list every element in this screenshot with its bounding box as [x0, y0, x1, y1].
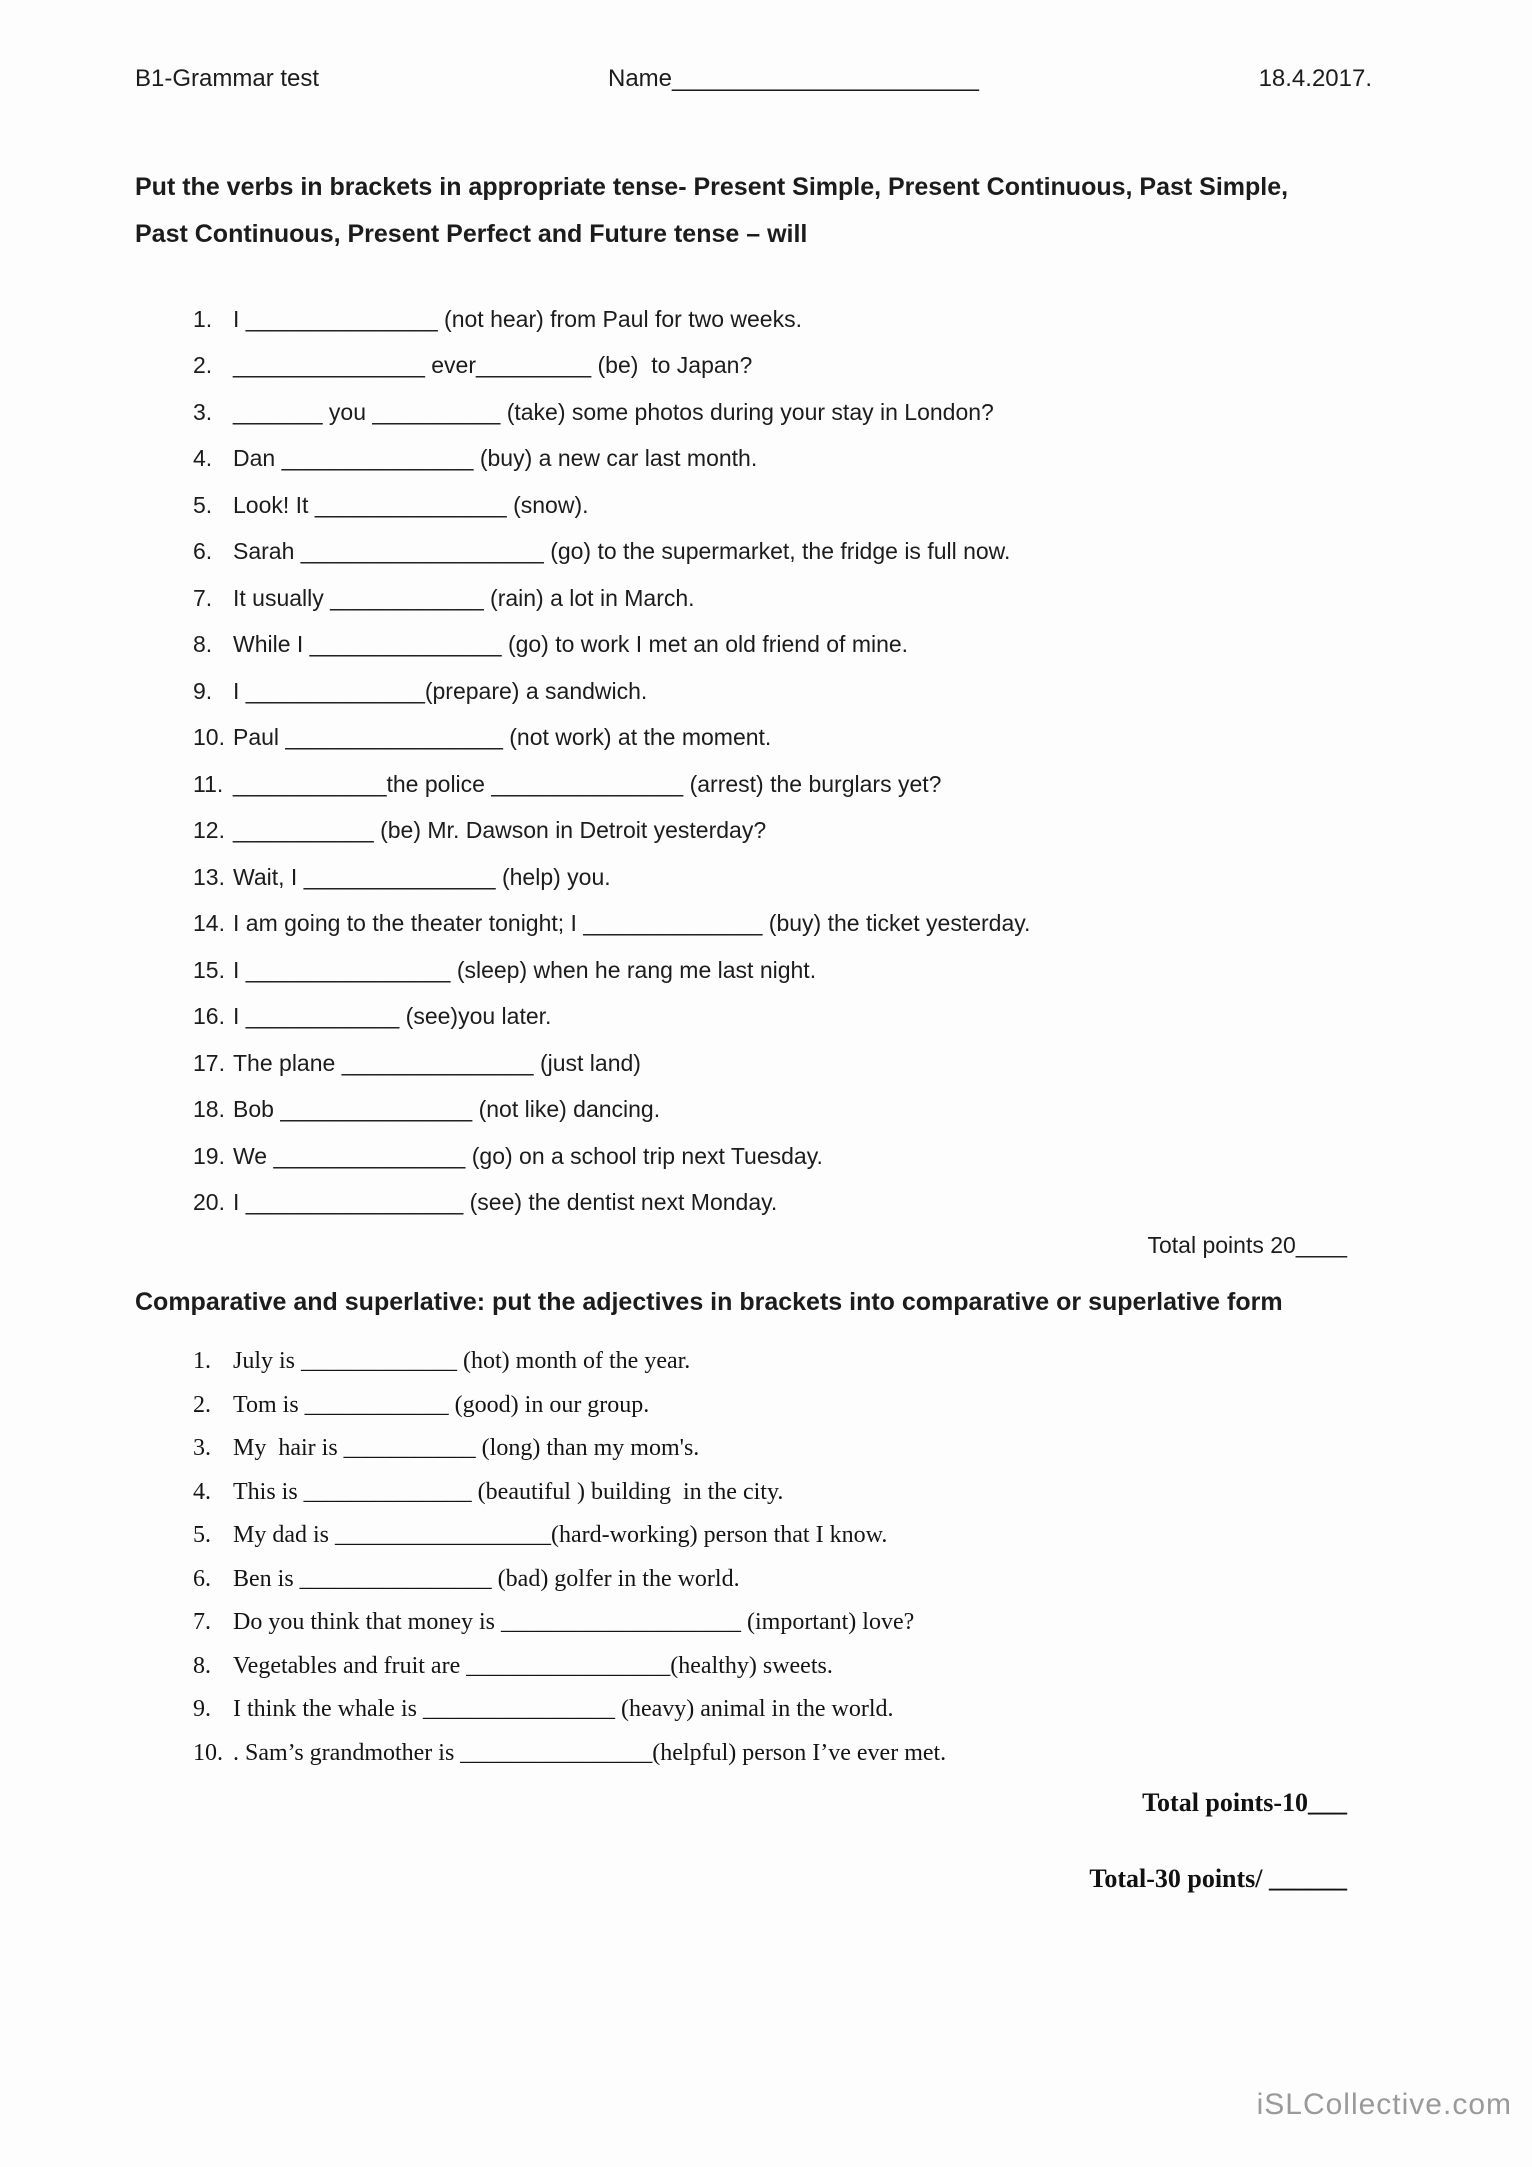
item-number: 16.	[193, 1003, 225, 1030]
grand-total-points: Total-30 points/ ______	[1089, 1864, 1347, 1893]
exercise-item	[193, 482, 1372, 529]
item-text: _______ you __________ (take) some photos during your stay in London?	[233, 398, 994, 425]
exercise-item	[193, 1558, 1372, 1602]
exercise-item	[193, 854, 1372, 901]
exercise-item	[193, 1384, 1372, 1428]
exercise-item	[193, 575, 1372, 622]
header	[135, 64, 1372, 94]
section1-total-points: Total points 20____	[1147, 1232, 1347, 1258]
item-text: Do you think that money is ____________________ (important) love?	[233, 1609, 915, 1636]
item-number: 12.	[193, 817, 225, 844]
exercise-item	[193, 668, 1372, 715]
item-text: My hair is ___________ (long) than my mom's.	[233, 1435, 700, 1462]
item-text: ___________ (be) Mr. Dawson in Detroit yesterday?	[233, 817, 767, 844]
item-number: 5.	[193, 491, 213, 518]
item-number: 8.	[193, 1652, 211, 1679]
exercise-item	[193, 1040, 1372, 1087]
item-text: I _______________ (not hear) from Paul for two weeks.	[233, 305, 802, 332]
item-number: 4.	[193, 1478, 211, 1505]
exercise-item	[193, 1133, 1372, 1180]
exercise-item	[193, 1471, 1372, 1515]
section2-exercise-list	[135, 1340, 1372, 1775]
item-number: 17.	[193, 1049, 225, 1076]
item-text: I _________________ (see) the dentist next Monday.	[233, 1189, 778, 1216]
item-number: 3.	[193, 398, 213, 425]
item-text: Tom is ____________ (good) in our group.	[233, 1391, 650, 1418]
item-text: Ben is ________________ (bad) golfer in the world.	[233, 1565, 740, 1592]
item-number: 1.	[193, 305, 213, 332]
section2-heading: Comparative and superlative: put the adjectives in brackets into comparative or superlative form	[135, 1288, 1283, 1316]
item-number: 1.	[193, 1348, 211, 1375]
test-date: 18.4.2017.	[1258, 65, 1372, 92]
islcollective-watermark: iSLCollective.com	[1256, 2088, 1512, 2121]
exercise-item	[193, 994, 1372, 1041]
item-number: 6.	[193, 538, 213, 565]
item-number: 10.	[193, 1739, 223, 1766]
item-number: 20.	[193, 1189, 225, 1216]
item-text: I ________________ (sleep) when he rang me last night.	[233, 956, 817, 983]
exercise-item	[193, 622, 1372, 669]
exercise-item	[193, 1688, 1372, 1732]
exercise-item	[193, 1514, 1372, 1558]
item-text: Bob _______________ (not like) dancing.	[233, 1096, 661, 1123]
item-text: Paul _________________ (not work) at the moment.	[233, 724, 772, 751]
item-number: 13.	[193, 863, 225, 890]
item-number: 4.	[193, 445, 213, 472]
exercise-item	[193, 1087, 1372, 1134]
item-number: 11.	[193, 770, 224, 797]
item-number: 9.	[193, 677, 213, 704]
item-number: 10.	[193, 724, 225, 751]
exercise-item	[193, 343, 1372, 390]
item-text: Dan _______________ (buy) a new car last month.	[233, 445, 758, 472]
item-number: 7.	[193, 584, 213, 611]
exercise-item	[193, 1340, 1372, 1384]
item-number: 19.	[193, 1142, 225, 1169]
item-text: ____________the police _______________ (arrest) the burglars yet?	[233, 770, 942, 797]
exercise-item	[193, 808, 1372, 855]
item-text: I ______________(prepare) a sandwich.	[233, 677, 648, 704]
item-number: 9.	[193, 1696, 211, 1723]
item-text: This is ______________ (beautiful ) building in the city.	[233, 1478, 784, 1505]
item-text: I think the whale is ________________ (heavy) animal in the world.	[233, 1696, 894, 1723]
item-text: I am going to the theater tonight; I ______________ (buy) the ticket yesterday.	[233, 910, 1031, 937]
exercise-item	[193, 436, 1372, 483]
item-number: 8.	[193, 631, 213, 658]
item-number: 7.	[193, 1609, 211, 1636]
item-text: The plane _______________ (just land)	[233, 1049, 641, 1076]
item-text: _______________ ever_________ (be) to Japan?	[233, 352, 753, 379]
section1-exercise-list	[135, 296, 1372, 1226]
item-number: 6.	[193, 1565, 211, 1592]
item-number: 2.	[193, 352, 213, 379]
exercise-item	[193, 1601, 1372, 1645]
item-text: I ____________ (see)you later.	[233, 1003, 552, 1030]
item-number: 5.	[193, 1522, 211, 1549]
section2-total-points: Total points-10___	[1142, 1788, 1347, 1817]
test-title: B1-Grammar test	[135, 65, 320, 92]
exercise-item	[193, 761, 1372, 808]
item-text: While I _______________ (go) to work I met an old friend of mine.	[233, 631, 909, 658]
name-blank-field: Name_______________________	[608, 65, 980, 92]
item-number: 15.	[193, 956, 225, 983]
exercise-item	[193, 529, 1372, 576]
exercise-item	[193, 1427, 1372, 1471]
item-text: Wait, I _______________ (help) you.	[233, 863, 611, 890]
item-text: . Sam’s grandmother is ________________(helpful) person I’ve ever met.	[233, 1739, 947, 1766]
section1-heading: Put the verbs in brackets in appropriate tense- Present Simple, Present Continuous, Past Simple, Past Continuous, Present Perfect and Future tense – will	[135, 173, 1289, 248]
item-number: 3.	[193, 1435, 211, 1462]
item-text: It usually ____________ (rain) a lot in March.	[233, 584, 695, 611]
exercise-item	[193, 947, 1372, 994]
exercise-item	[193, 296, 1372, 343]
item-text: My dad is __________________(hard-working) person that I know.	[233, 1522, 888, 1549]
exercise-item	[193, 1645, 1372, 1689]
exercise-item	[193, 715, 1372, 762]
item-number: 14.	[193, 910, 225, 937]
item-text: Vegetables and fruit are _________________(healthy) sweets.	[233, 1652, 833, 1679]
item-number: 2.	[193, 1391, 211, 1418]
item-text: We _______________ (go) on a school trip next Tuesday.	[233, 1142, 823, 1169]
exercise-item	[193, 901, 1372, 948]
item-text: July is _____________ (hot) month of the year.	[233, 1348, 691, 1375]
exercise-item	[193, 1180, 1372, 1227]
exercise-item	[193, 389, 1372, 436]
item-text: Sarah ___________________ (go) to the supermarket, the fridge is full now.	[233, 538, 1011, 565]
item-number: 18.	[193, 1096, 225, 1123]
exercise-item	[193, 1732, 1372, 1776]
item-text: Look! It _______________ (snow).	[233, 491, 589, 518]
